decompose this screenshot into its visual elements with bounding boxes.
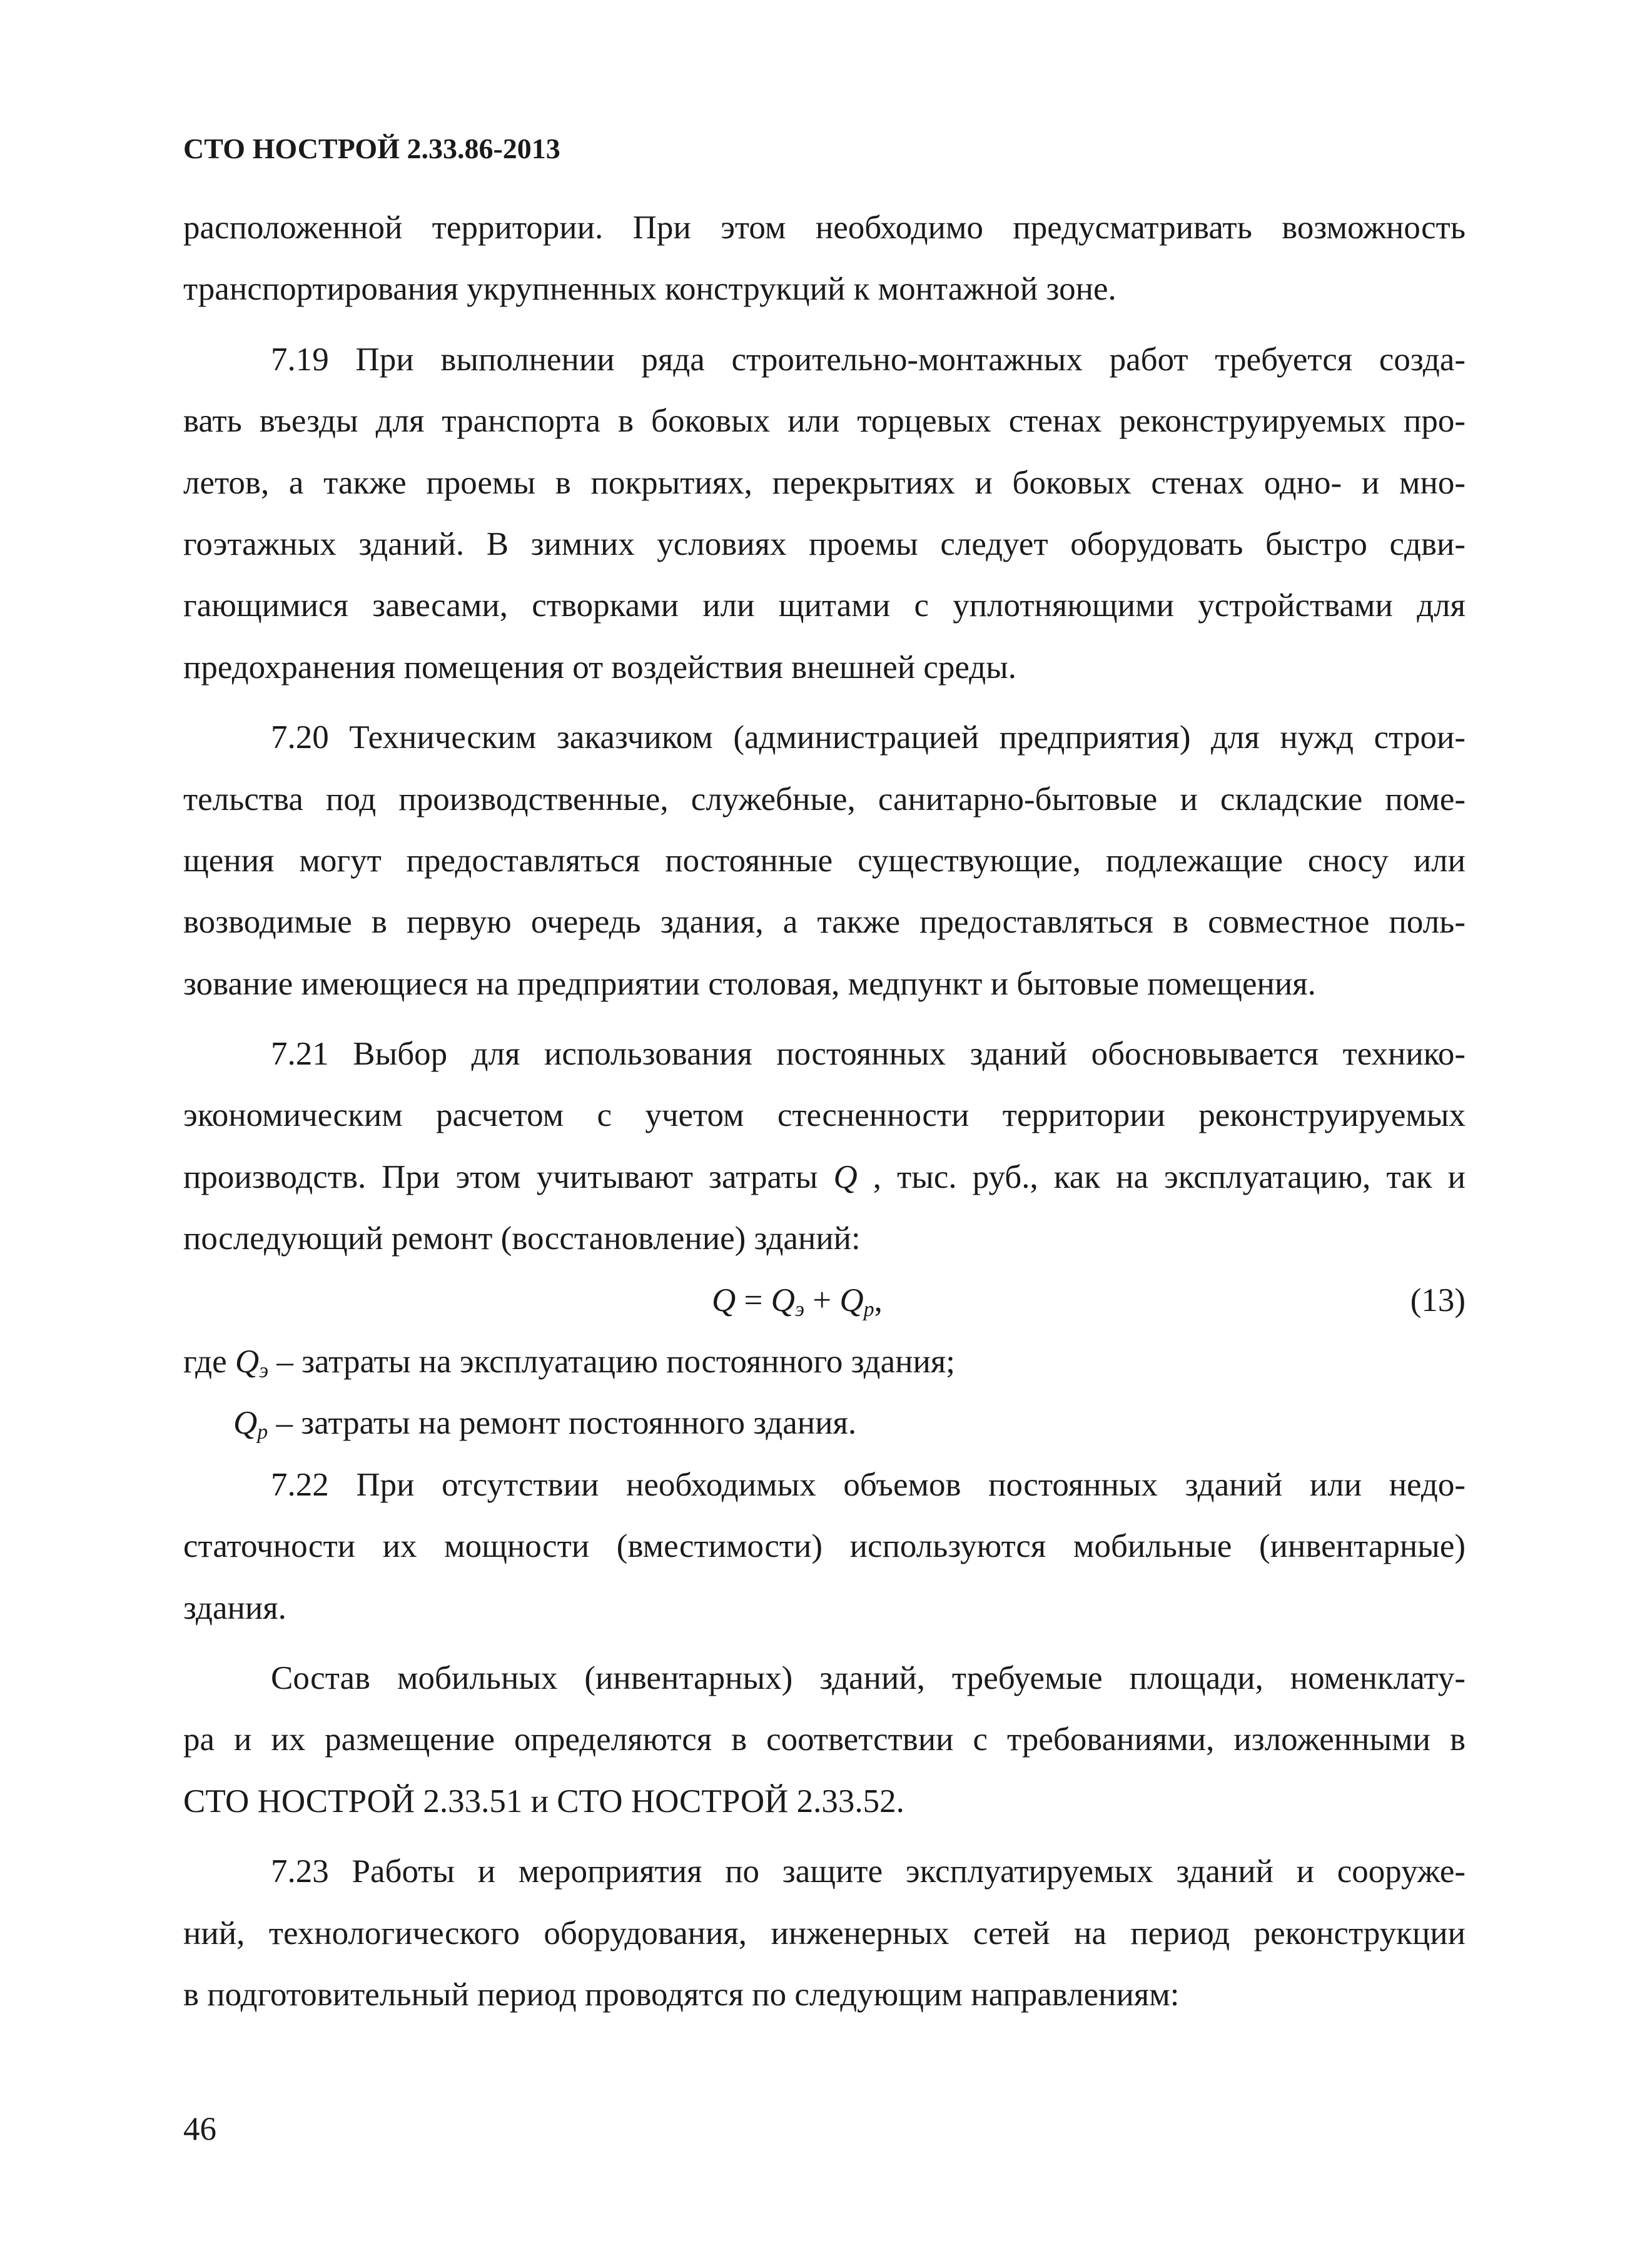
- page-number: 46: [183, 2111, 216, 2147]
- definition-q-e: где $Q_э$ – затраты на эксплуатацию постоянного здания;: [183, 1344, 955, 1383]
- text-line: щения могут предоставляться постоянные существующие, подлежащие сносу или: [183, 842, 1466, 879]
- text-line: расположенной территории. При этом необходимо предусматривать возможность: [183, 210, 1466, 246]
- text-line: статочности их мощности (вместимости) используются мобильные (инвентарные): [183, 1528, 1466, 1565]
- text-line: гающимися завесами, створками или щитами с уплотняющими устройствами для: [183, 587, 1466, 624]
- paragraph-7-20-start: 7.20 Техническим заказчиком (администрацией предприятия) для нужд строи-: [271, 719, 1466, 756]
- text-line: производств. При этом учитывают затраты Q , тыс. руб., как на эксплуатацию, так и: [183, 1158, 1466, 1195]
- text-line: в подготовительный период проводятся по следующим направлениям:: [183, 1976, 1180, 2013]
- document-body: [183, 197, 1466, 2025]
- text-line: тельства под производственные, служебные, санитарно-бытовые и складские поме-: [183, 781, 1466, 818]
- text-line: последующий ремонт (восстановление) зданий:: [183, 1220, 861, 1257]
- text-line: ра и их размещение определяются в соответствии с требованиями, изложенными в: [183, 1721, 1466, 1758]
- formula-13: [183, 1270, 1466, 1331]
- paragraph-7-22-start: 7.22 При отсутствии необходимых объемов постоянных зданий или недо-: [271, 1466, 1466, 1503]
- formula-number: (13): [1410, 1282, 1466, 1319]
- text-line: здания.: [183, 1589, 286, 1626]
- text-line: СТО НОСТРОЙ 2.33.51 и СТО НОСТРОЙ 2.33.52.: [183, 1783, 904, 1820]
- paragraph-composition-start: Состав мобильных (инвентарных) зданий, требуемые площади, номенклату-: [271, 1659, 1466, 1696]
- text-line: зование имеющиеся на предприятии столовая, медпункт и бытовые помещения.: [183, 965, 1316, 1002]
- text-line: ний, технологического оборудования, инженерных сетей на период реконструкции: [183, 1915, 1466, 1952]
- text-line: летов, а также проемы в покрытиях, перекрытиях и боковых стенах одно- и мно-: [183, 464, 1466, 501]
- text-line: транспортирования укрупненных конструкций к монтажной зоне.: [183, 271, 1116, 308]
- text-line: предохранения помещения от воздействия внешней среды.: [183, 649, 1017, 686]
- inline-variable: Q: [833, 1158, 858, 1195]
- paragraph-7-19-start: 7.19 При выполнении ряда строительно-монтажных работ требуется созда-: [271, 341, 1466, 378]
- text-line: экономическим расчетом с учетом стесненности территории реконструируемых: [183, 1097, 1466, 1134]
- paragraph-7-21-start: 7.21 Выбор для использования постоянных зданий обосновывается технико-: [271, 1036, 1466, 1073]
- formula-expression: $Q = Q_э + Q_р$,: [712, 1282, 883, 1321]
- paragraph-7-23-start: 7.23 Работы и мероприятия по защите эксплуатируемых зданий и сооруже-: [271, 1853, 1466, 1890]
- definition-q-r: $Q_р$ – затраты на ремонт постоянного здания.: [233, 1405, 857, 1444]
- text-line: гоэтажных зданий. В зимних условиях проемы следует оборудовать быстро сдви-: [183, 525, 1466, 562]
- text-line: возводимые в первую очередь здания, а также предоставляться в совместное поль-: [183, 904, 1466, 941]
- text-line: вать въезды для транспорта в боковых или торцевых стенах реконструируемых про-: [183, 403, 1466, 440]
- document-header: СТО НОСТРОЙ 2.33.86-2013: [183, 133, 560, 165]
